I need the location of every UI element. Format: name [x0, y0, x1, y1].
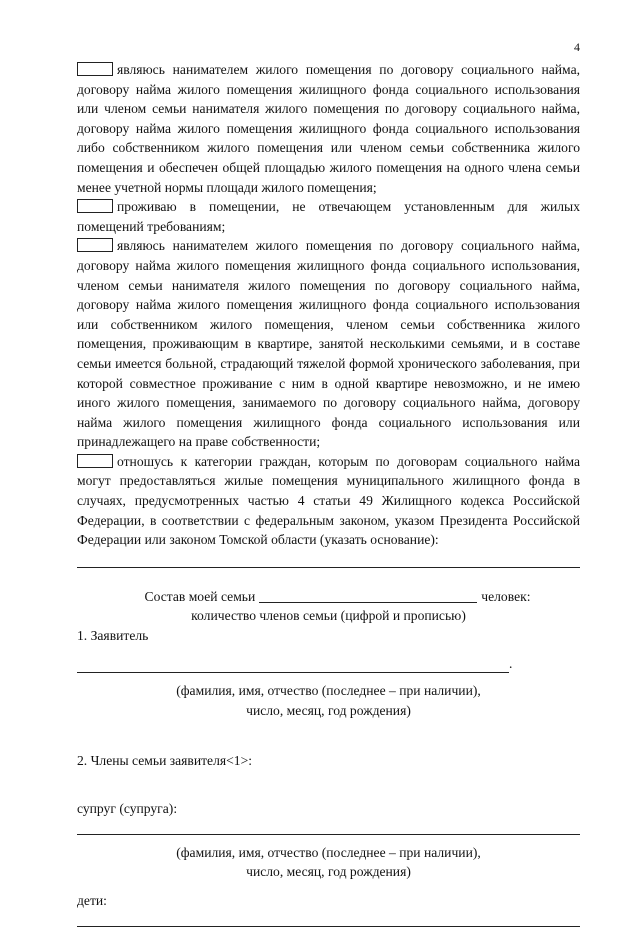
- option-item: [77, 60, 580, 197]
- spouse-label: супруг (супруга):: [77, 801, 178, 816]
- family-count-suffix: человек:: [481, 588, 531, 604]
- applicant-input-row: [77, 654, 580, 674]
- family-members-label: 2. Члены семьи заявителя<1>:: [77, 753, 253, 769]
- family-count-row: [77, 587, 580, 607]
- option-text: проживаю в помещении, не отвечающем установленным для жилых помещений требованиям;: [77, 199, 580, 234]
- family-count-label: Состав моей семьи: [144, 588, 256, 604]
- page-number: 4: [574, 40, 580, 54]
- spouse-hint-line: (фамилия, имя, отчество (последнее – при наличии),: [176, 844, 481, 860]
- option-checkbox[interactable]: [77, 199, 113, 213]
- option-checkbox[interactable]: [77, 62, 113, 76]
- option-text: отношусь к категории граждан, которым по договорам социального найма могут предоставляться жилые помещения муниципального жилищного фонда в случаях, предусмотренных частью 4 статьи 49 Жилищного кодекса Российской Федерации, в соответствии с федеральным законом, указом Президента Российской Федерации или законом Томской области (указать основание):: [77, 453, 580, 548]
- applicant-input-line[interactable]: [77, 672, 509, 673]
- document-body: [77, 60, 580, 927]
- family-count-hint: количество членов семьи (цифрой и прописью): [191, 608, 466, 624]
- option-checkbox[interactable]: [77, 238, 113, 252]
- applicant-hint-line: (фамилия, имя, отчество (последнее – при наличии),: [176, 683, 481, 699]
- option-text: являюсь нанимателем жилого помещения по договору социального найма, договору найма жилого помещения жилищного фонда социального использования, членом семьи нанимателя жилого помещения по договору социального найма, договору найма жилого помещения жилищного фонда социального использования или собственником жилого помещения, членом семьи собственника жилого помещения, проживающим в квартире, занятой несколькими семьями, и в составе семьи имеется больной, страдающий тяжелой формой хронического заболевания, при которой совместное проживание с ним в одной квартире невозможно, и не имею иного жилого помещения, занимаемого по договору социального найма, договору найма жилого помещения жилищного фонда социального использования или принадлежащего на праве собственности;: [77, 238, 580, 450]
- option-text: являюсь нанимателем жилого помещения по договору социального найма, договору найма жилого помещения жилищного фонда социального использования или членом семьи нанимателя жилого помещения по договору социального найма, договору найма жилого помещения жилищного фонда социального использования либо собственником жилого помещения или членом семьи собственника жилого помещения и обеспечен общей площадью жилого помещения на одного члена семьи менее учетной нормы площади жилого помещения;: [77, 62, 580, 195]
- basis-input-line[interactable]: [77, 567, 580, 568]
- spouse-input-line[interactable]: [77, 834, 580, 835]
- spouse-hint: [77, 843, 580, 882]
- applicant-line-end: .: [509, 655, 513, 671]
- spouse-hint-line: число, месяц, год рождения): [246, 864, 411, 880]
- option-item: [77, 452, 580, 550]
- option-item: [77, 197, 580, 236]
- option-item: [77, 236, 580, 452]
- applicant-hint: [77, 681, 580, 720]
- children-label: дети:: [77, 892, 107, 908]
- applicant-hint-line: число, месяц, год рождения): [246, 702, 411, 718]
- family-count-input[interactable]: [259, 588, 477, 603]
- option-checkbox[interactable]: [77, 454, 113, 468]
- applicant-label: 1. Заявитель: [77, 628, 149, 644]
